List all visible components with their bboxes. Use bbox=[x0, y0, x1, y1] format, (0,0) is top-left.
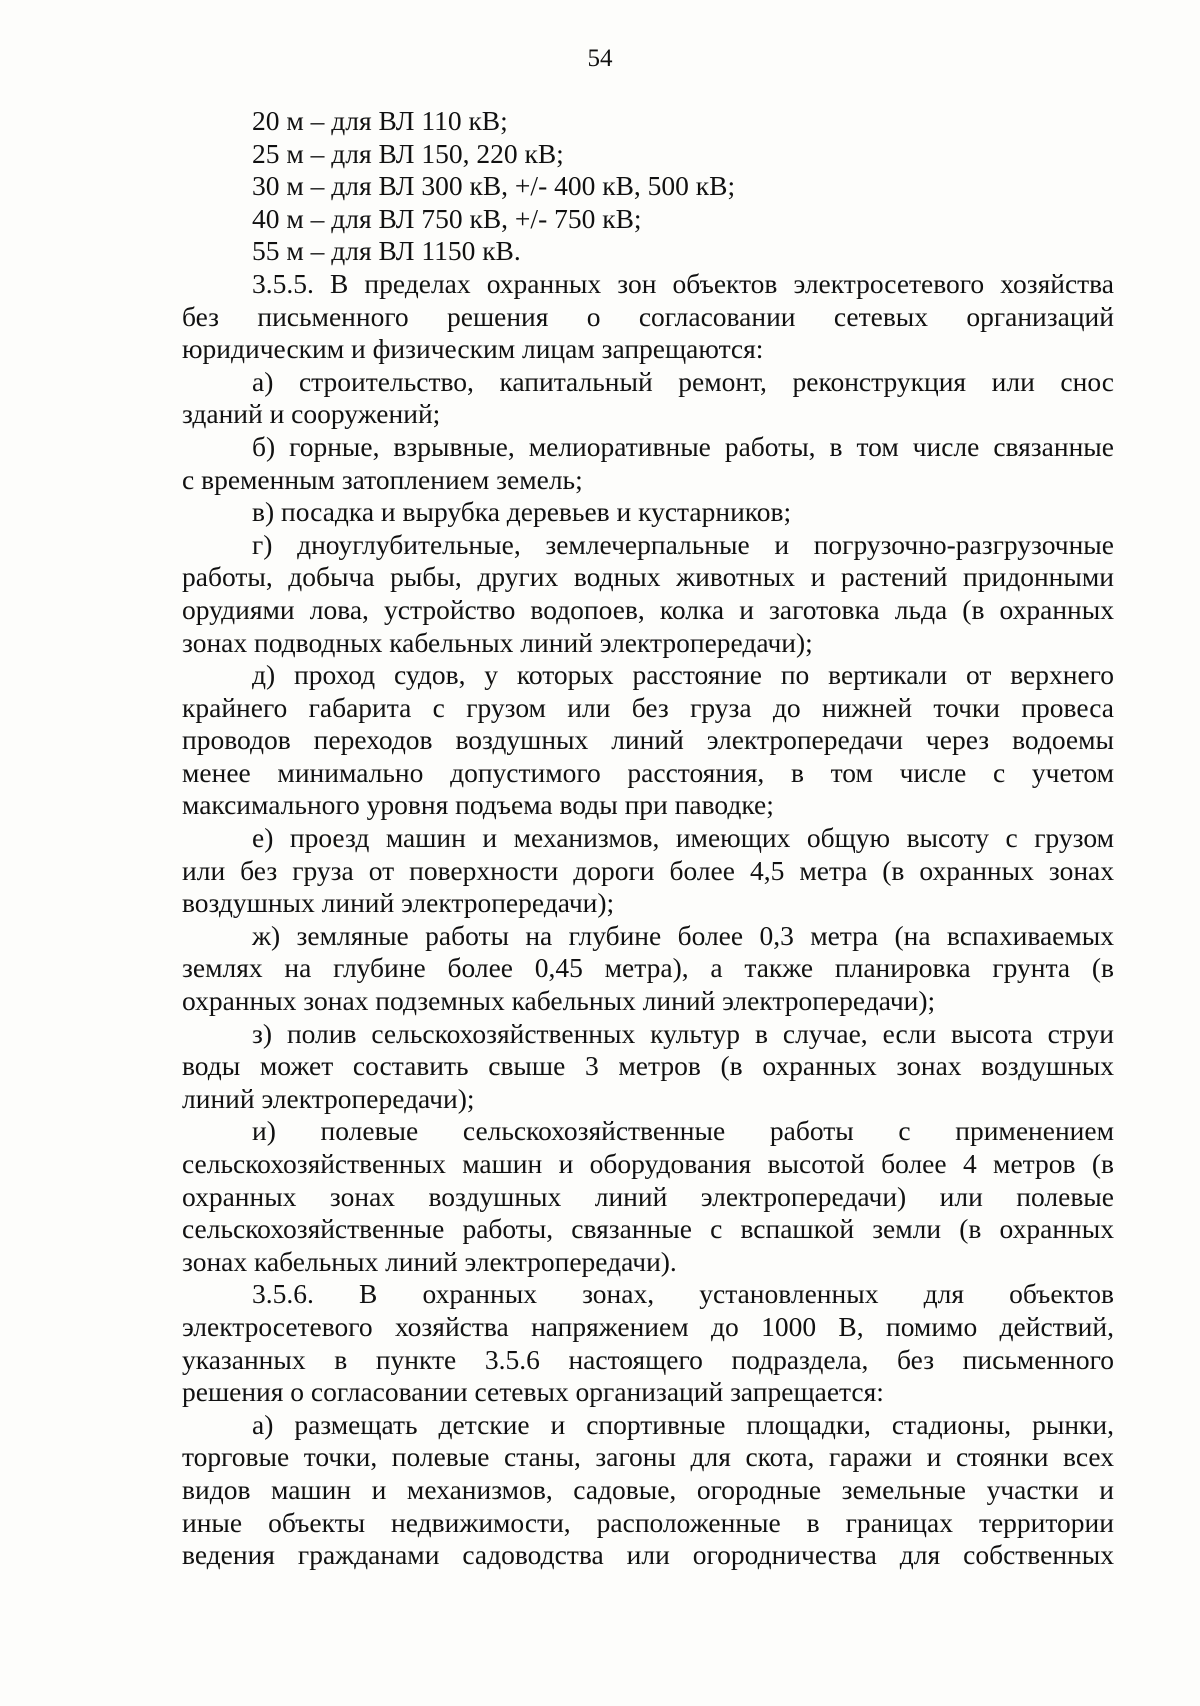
text-line: зданий и сооружений; bbox=[182, 398, 441, 430]
text-line: 55 м – для ВЛ 1150 кВ. bbox=[252, 235, 521, 267]
text-line: работы, добыча рыбы, других водных животных и растений придонными bbox=[182, 561, 1114, 593]
text-line: ведения гражданами садоводства или огородничества для собственных bbox=[182, 1539, 1114, 1571]
text-line: иные объекты недвижимости, расположенные в границах территории bbox=[182, 1506, 1114, 1538]
text-line: решения о согласовании сетевых организаций запрещается: bbox=[182, 1376, 884, 1408]
text-line: орудиями лова, устройство водопоев, колка и заготовка льда (в охранных bbox=[182, 593, 1114, 625]
text-line: указанных в пункте 3.5.6 настоящего подраздела, без письменного bbox=[182, 1343, 1114, 1375]
text-line: проводов переходов воздушных линий электропередачи через водоемы bbox=[182, 724, 1114, 756]
text-line: или без груза от поверхности дороги более 4,5 метра (в охранных зонах bbox=[182, 854, 1114, 886]
text-line: землях на глубине более 0,45 метра), а также планировка грунта (в bbox=[182, 952, 1114, 984]
text-line: охранных зонах воздушных линий электропередачи) или полевые bbox=[182, 1180, 1114, 1212]
text-line: е) проезд машин и механизмов, имеющих общую высоту с грузом bbox=[252, 822, 1114, 854]
text-line: 3.5.6. В охранных зонах, установленных для объектов bbox=[252, 1278, 1114, 1310]
text-line: а) размещать детские и спортивные площадки, стадионы, рынки, bbox=[252, 1408, 1114, 1440]
text-line: в) посадка и вырубка деревьев и кустарников; bbox=[252, 496, 792, 528]
text-line: 20 м – для ВЛ 110 кВ; bbox=[252, 105, 508, 136]
text-line: зонах кабельных линий электропередачи). bbox=[182, 1245, 677, 1277]
text-line: воды может составить свыше 3 метров (в охранных зонах воздушных bbox=[182, 1050, 1114, 1082]
text-line: з) полив сельскохозяйственных культур в случае, если высота струи bbox=[252, 1017, 1114, 1049]
text-line: без письменного решения о согласовании сетевых организаций bbox=[182, 300, 1114, 332]
text-line: максимального уровня подъема воды при паводке; bbox=[182, 789, 774, 821]
text-line: сельскохозяйственные работы, связанные с вспашкой земли (в охранных bbox=[182, 1213, 1114, 1245]
text-line: с временным затоплением земель; bbox=[182, 463, 583, 495]
text-line: и) полевые сельскохозяйственные работы с применением bbox=[252, 1115, 1114, 1147]
text-line: крайнего габарита с грузом или без груза до нижней точки провеса bbox=[182, 691, 1114, 723]
text-line: 30 м – для ВЛ 300 кВ, +/- 400 кВ, 500 кВ; bbox=[252, 170, 736, 202]
text-line: охранных зонах подземных кабельных линий электропередачи); bbox=[182, 985, 936, 1017]
text-line: г) дноуглубительные, землечерпальные и погрузочно-разгрузочные bbox=[252, 528, 1114, 560]
document-body bbox=[182, 105, 1114, 1572]
text-line: электросетевого хозяйства напряжением до 1000 В, помимо действий, bbox=[182, 1310, 1114, 1342]
text-line: линий электропередачи); bbox=[182, 1082, 475, 1114]
text-line: зонах подводных кабельных линий электропередачи); bbox=[182, 626, 813, 658]
text-line: б) горные, взрывные, мелиоративные работы, в том числе связанные bbox=[252, 430, 1114, 462]
text-line: ж) земляные работы на глубине более 0,3 метра (на вспахиваемых bbox=[252, 919, 1114, 951]
text-line: воздушных линий электропередачи); bbox=[182, 887, 615, 919]
text-line: видов машин и механизмов, садовые, огородные земельные участки и bbox=[182, 1473, 1114, 1505]
text-line: 25 м – для ВЛ 150, 220 кВ; bbox=[252, 137, 564, 169]
text-line: торговые точки, полевые станы, загоны для скота, гаражи и стоянки всех bbox=[182, 1441, 1114, 1473]
page-number: 54 bbox=[587, 45, 613, 72]
text-line: 3.5.5. В пределах охранных зон объектов электросетевого хозяйства bbox=[252, 267, 1114, 299]
text-line: юридическим и физическим лицам запрещаются: bbox=[182, 333, 764, 365]
text-line: а) строительство, капитальный ремонт, реконструкция или снос bbox=[252, 365, 1114, 397]
text-line: менее минимально допустимого расстояния, в том числе с учетом bbox=[182, 756, 1114, 788]
text-line: 40 м – для ВЛ 750 кВ, +/- 750 кВ; bbox=[252, 202, 642, 234]
text-line: д) проход судов, у которых расстояние по вертикали от верхнего bbox=[252, 659, 1114, 691]
text-line: сельскохозяйственных машин и оборудования высотой более 4 метров (в bbox=[182, 1148, 1114, 1179]
